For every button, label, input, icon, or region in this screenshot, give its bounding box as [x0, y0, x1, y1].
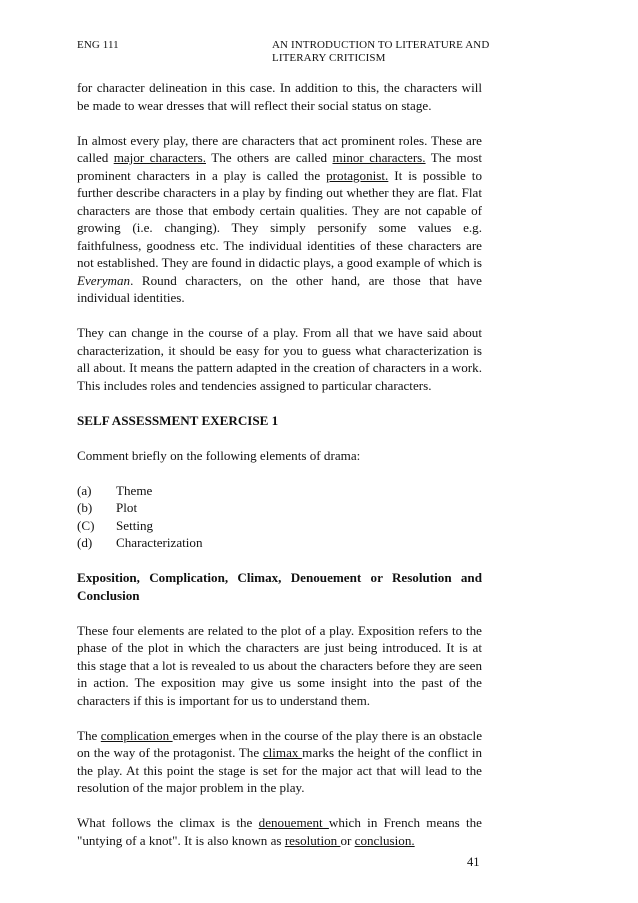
paragraph-denouement [77, 814, 482, 849]
text-run: The others are called [206, 150, 333, 165]
page-body [77, 79, 482, 867]
list-item-label: Theme [116, 482, 153, 498]
section-heading: Exposition, Complication, Climax, Denouement or Resolution and Conclusion [77, 570, 482, 603]
exercise-heading: SELF ASSESSMENT EXERCISE 1 [77, 412, 279, 428]
list-item-key: (a) [77, 482, 92, 498]
header-course-title [272, 39, 489, 65]
title-everyman: Everyman [77, 272, 131, 288]
term-complication: complication [100, 727, 173, 743]
header-title-line-1: AN INTRODUCTION TO LITERATURE AND [272, 39, 490, 51]
text-run: It is possible to further describe characters in a play by finding out whether they are flat. Flat characters are those that embody certain qualities. They are not capable of growing (i.e. changing). They simply personify some values e.g. faithfulness, goodness etc. The individual identities of these characters are not established. They are found in didactic plays, a good example of which is [77, 167, 482, 270]
text-run: The most prominent characters in a play is called the [77, 150, 483, 183]
list-item [77, 482, 482, 500]
paragraph-major-minor-characters [77, 132, 482, 307]
exercise-list [77, 482, 482, 552]
term-protagonist: protagonist. [326, 167, 389, 183]
paragraph-complication-climax [77, 727, 482, 797]
term-conclusion: conclusion. [354, 832, 415, 848]
term-major-characters: major characters. [113, 150, 206, 165]
list-item [77, 517, 482, 535]
list-item-label: Setting [116, 517, 154, 533]
list-item [77, 499, 482, 517]
exercise-instruction: Comment briefly on the following elements of drama: [77, 447, 361, 463]
text-run: emerges when in the course of the play there is an obstacle on the way of the protagonist. The [77, 727, 483, 760]
text-run: . Round characters, on the other hand, are those that have individual identities. [77, 272, 482, 305]
list-item [77, 534, 482, 552]
text-run: marks the height of the conflict in the play. At this point the stage is set for the major act that will lead to the resolution of the major problem in the play. [77, 745, 483, 795]
header-title-line-2: LITERARY CRITICISM [272, 52, 386, 64]
paragraph-characterization: They can change in the course of a play. From all that we have said about characterization, it should be easy for you to guess what characterization is all about. It means the pattern adapted in the creation of characters in a work. This includes roles and tendencies assigned to particular characters. [77, 325, 482, 393]
page-number: 41 [467, 855, 480, 869]
term-denouement: denouement [258, 815, 329, 830]
list-item-label: Plot [116, 500, 138, 515]
list-item-key: (b) [77, 500, 93, 515]
list-item-key: (d) [77, 535, 93, 550]
text-run: What follows the climax is the [77, 815, 259, 830]
paragraph-exposition: These four elements are related to the plot of a play. Exposition refers to the phase of the plot in which the characters are just being introduced. It is at this stage that a lot is revealed to us about the characters before they are seen in action. The exposition may give us some insight into the past of the characters if this is important for us to understand them. [77, 622, 482, 708]
text-run: The [77, 727, 101, 743]
term-resolution: resolution [284, 832, 341, 848]
paragraph-character-delineation: for character delineation in this case. In addition to this, the characters will be made to wear dresses that will reflect their social status on stage. [77, 80, 482, 113]
term-climax: climax [262, 745, 303, 760]
list-item-label: Characterization [116, 535, 203, 550]
list-item-key: (C) [77, 517, 95, 533]
text-run: which in French means the "untying of a knot". It is also known as [77, 815, 482, 848]
text-run: In almost every play, there are characters that act prominent roles. These are called [77, 132, 482, 165]
term-minor-characters: minor characters. [332, 150, 426, 165]
header-course-code: ENG 111 [77, 39, 119, 51]
text-run: or [340, 832, 355, 848]
